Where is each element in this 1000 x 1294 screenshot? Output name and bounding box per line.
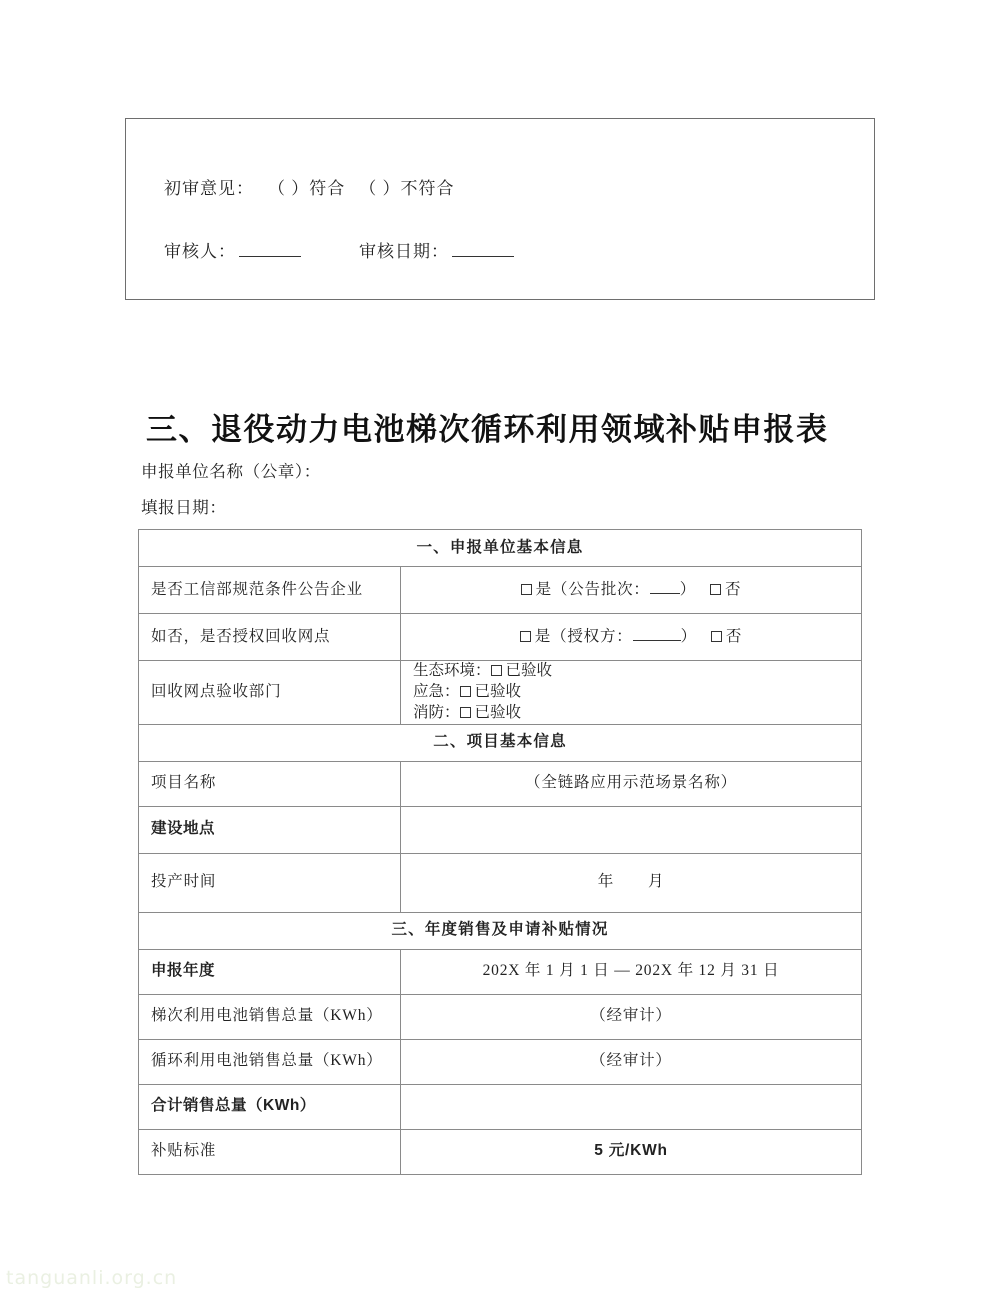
table-row-authorized-site — [139, 614, 862, 661]
acceptance-emergency-label: 应急： — [413, 682, 460, 700]
auth-party-blank[interactable] — [633, 627, 681, 640]
table-section-header-3 — [139, 912, 862, 949]
build-location-label: 建设地点 — [139, 806, 401, 853]
subsidy-standard-label: 补贴标准 — [139, 1129, 401, 1174]
total-sales-value[interactable] — [401, 1084, 862, 1129]
review-option-not-conform[interactable]: （ ）不符合 — [359, 179, 455, 198]
table-row-miit-listed — [139, 567, 862, 614]
fill-date-label: 填报日期： — [141, 498, 227, 517]
recycle-sales-value[interactable]: （经审计） — [401, 1039, 862, 1084]
acceptance-item-eco — [413, 661, 849, 682]
total-sales-label: 合计销售总量（KWh） — [139, 1084, 401, 1129]
acceptance-fire-label: 消防： — [413, 703, 460, 721]
review-opinion-line — [164, 174, 455, 199]
miit-listed-label: 是否工信部规范条件公告企业 — [139, 567, 401, 614]
acceptance-eco-status: 已验收 — [505, 662, 553, 679]
echelon-sales-label: 梯次利用电池销售总量（KWh） — [139, 994, 401, 1039]
acceptance-dept-label: 回收网点验收部门 — [139, 661, 401, 725]
production-time-value[interactable] — [401, 853, 862, 912]
table-row-production-time — [139, 853, 862, 912]
table-row-total-sales — [139, 1084, 862, 1129]
acceptance-eco-label: 生态环境： — [413, 662, 491, 679]
acceptance-fire-status: 已验收 — [474, 703, 522, 721]
review-option-conform[interactable]: （ ）符合 — [268, 179, 346, 198]
table-row-echelon-sales — [139, 994, 862, 1039]
auth-yes-text: 是（授权方： — [534, 627, 633, 645]
applicant-name-label: 申报单位名称（公章）： — [141, 462, 321, 481]
table-section-header-2 — [139, 724, 862, 761]
miit-yes-suffix: ） — [679, 580, 697, 598]
checkbox-acceptance-fire[interactable] — [460, 707, 471, 718]
miit-no-text: 否 — [725, 580, 742, 598]
table-row-recycle-sales — [139, 1039, 862, 1084]
declare-year-value[interactable]: 202X 年 1 月 1 日 — 202X 年 12 月 31 日 — [401, 949, 862, 994]
acceptance-item-emergency — [413, 682, 849, 703]
review-opinion-label: 初审意见： — [164, 179, 254, 198]
section-1-title: 一、申报单位基本信息 — [139, 530, 862, 567]
review-date-blank[interactable] — [452, 242, 514, 257]
subsidy-application-table — [138, 529, 862, 1175]
site-watermark: tanguanli.org.cn — [6, 1267, 178, 1289]
auth-yes-suffix: ） — [680, 627, 697, 645]
section-2-title: 二、项目基本信息 — [139, 724, 862, 761]
production-time-label: 投产时间 — [139, 853, 401, 912]
acceptance-item-fire — [413, 703, 849, 724]
section-3-title: 三、年度销售及申请补贴情况 — [139, 912, 862, 949]
authorized-site-value — [401, 614, 862, 661]
table-row-subsidy-standard — [139, 1129, 862, 1174]
table-row-project-name — [139, 761, 862, 806]
acceptance-emergency-status: 已验收 — [474, 682, 522, 700]
reviewer-label: 审核人： — [164, 242, 236, 261]
miit-yes-text: 是（公告批次： — [535, 580, 650, 598]
checkbox-acceptance-eco[interactable] — [491, 665, 502, 676]
checkbox-auth-yes[interactable] — [520, 631, 531, 642]
miit-batch-blank[interactable] — [650, 580, 680, 593]
checkbox-miit-yes[interactable] — [521, 584, 532, 595]
declare-year-label: 申报年度 — [139, 949, 401, 994]
table-row-declare-year — [139, 949, 862, 994]
checkbox-miit-no[interactable] — [710, 584, 721, 595]
project-name-value[interactable]: （全链路应用示范场景名称） — [401, 761, 862, 806]
checkbox-auth-no[interactable] — [711, 631, 722, 642]
recycle-sales-label: 循环利用电池销售总量（KWh） — [139, 1039, 401, 1084]
production-year-unit: 年 — [597, 873, 614, 891]
table-section-header-1 — [139, 530, 862, 567]
review-signature-line — [164, 237, 514, 262]
authorized-site-label: 如否，是否授权回收网点 — [139, 614, 401, 661]
page-title: 三、退役动力电池梯次循环利用领域补贴申报表 — [146, 412, 829, 447]
miit-listed-value — [401, 567, 862, 614]
checkbox-acceptance-emergency[interactable] — [460, 686, 471, 697]
auth-no-text: 否 — [725, 627, 743, 645]
project-name-label: 项目名称 — [139, 761, 401, 806]
build-location-value[interactable] — [401, 806, 862, 853]
reviewer-blank[interactable] — [239, 242, 301, 257]
subsidy-standard-value[interactable]: 5 元/KWh — [401, 1129, 862, 1174]
production-month-unit: 月 — [648, 873, 665, 891]
acceptance-dept-value — [401, 661, 862, 725]
table-row-build-location — [139, 806, 862, 853]
echelon-sales-value[interactable]: （经审计） — [401, 994, 862, 1039]
preliminary-review-box — [125, 118, 875, 300]
review-date-label: 审核日期： — [359, 242, 449, 261]
table-row-acceptance-dept — [139, 661, 862, 725]
